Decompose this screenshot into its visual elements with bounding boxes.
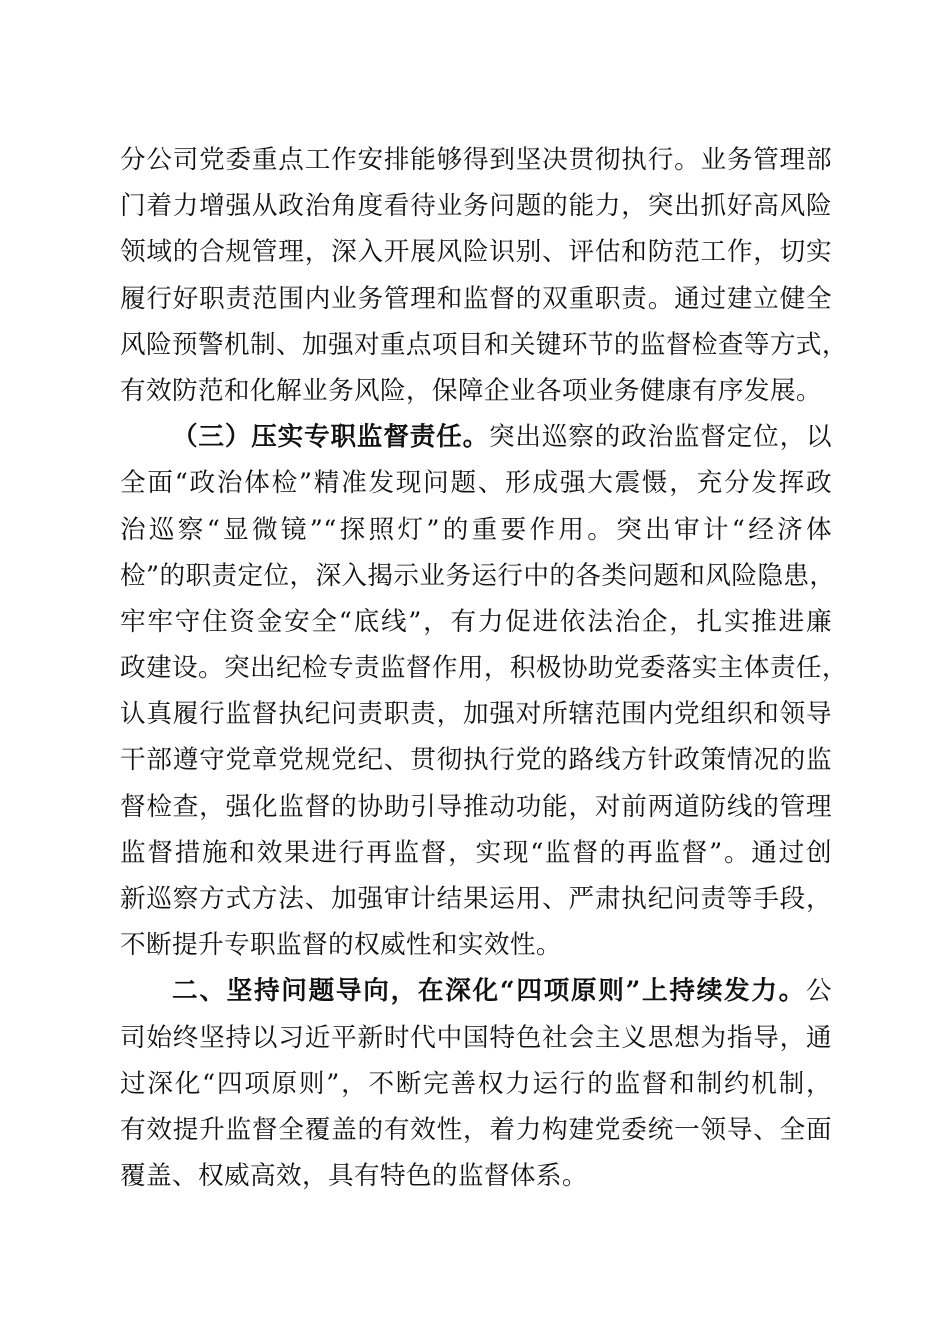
text-line-18 xyxy=(120,922,832,968)
line-text: 全面“政治体检”精准发现问题、形成强大震慑，充分发挥政 xyxy=(120,468,832,499)
text-line-16 xyxy=(120,830,832,876)
text-line-13 xyxy=(120,691,832,737)
line-text: 分公司党委重点工作安排能够得到坚决贯彻执行。业务管理部 xyxy=(120,145,832,175)
line-text: 履行好职责范围内业务管理和监督的双重职责。通过建立健全 xyxy=(120,283,832,314)
line-text: 干部遵守党章党规党纪、贯彻执行党的路线方针政策情况的监 xyxy=(120,745,832,776)
section-heading-3-line xyxy=(120,414,832,460)
line-text: 公 xyxy=(806,976,832,1007)
section-heading-2-line xyxy=(120,968,832,1014)
text-line-21 xyxy=(120,1061,832,1107)
section-heading-3: （三）压实专职监督责任。 xyxy=(172,422,489,453)
line-text: 政建设。突出纪检专责监督作用，积极协助党委落实主体责任， xyxy=(120,653,848,684)
text-line-6 xyxy=(120,368,832,414)
line-text: 认真履行监督执纪问责职责，加强对所辖范围内党组织和领导 xyxy=(120,699,832,730)
text-line-17 xyxy=(120,876,832,922)
text-line-20 xyxy=(120,1015,832,1061)
section-heading-2: 二、坚持问题导向，在深化“四项原则”上持续发力。 xyxy=(172,976,806,1007)
line-text: 过深化“四项原则”，不断完善权力运行的监督和制约机制， xyxy=(120,1068,832,1099)
line-text: 检”的职责定位，深入揭示业务运行中的各类问题和风险隐患， xyxy=(120,560,836,591)
line-text: 牢牢守住资金安全“底线”，有力促进依法治企，扎实推进廉 xyxy=(120,606,832,637)
line-text: 突出巡察的政治监督定位，以 xyxy=(489,422,832,453)
text-line-11 xyxy=(120,599,832,645)
line-text: 有效提升监督全覆盖的有效性，着力构建党委统一领导、全面 xyxy=(120,1114,832,1145)
line-text: 督检查，强化监督的协助引导推动功能，对前两道防线的管理 xyxy=(120,791,832,822)
text-line-12 xyxy=(120,645,848,691)
line-text: 司始终坚持以习近平新时代中国特色社会主义思想为指导，通 xyxy=(120,1022,832,1053)
text-line-10 xyxy=(120,553,836,599)
line-text: 门着力增强从政治角度看待业务问题的能力，突出抓好高风险 xyxy=(120,191,832,222)
line-text: 不断提升专职监督的权威性和实效性。 xyxy=(120,930,562,961)
line-text: 风险预警机制、加强对重点项目和关键环节的监督检查等方式， xyxy=(120,329,848,360)
line-text: 治巡察“显微镜”“探照灯”的重要作用。突出审计“经济体 xyxy=(120,514,832,545)
text-line-2 xyxy=(120,183,832,229)
line-text: 覆盖、权威高效，具有特色的监督体系。 xyxy=(120,1161,588,1192)
text-line-22 xyxy=(120,1107,832,1153)
text-line-3 xyxy=(120,229,832,275)
text-line-5 xyxy=(120,322,848,368)
line-text: 有效防范和化解业务风险，保障企业各项业务健康有序发展。 xyxy=(120,375,822,406)
line-text: 领域的合规管理，深入开展风险识别、评估和防范工作，切实 xyxy=(120,237,832,268)
text-line-14 xyxy=(120,737,832,783)
line-text: 新巡察方式方法、加强审计结果运用、严肃执纪问责等手段， xyxy=(120,884,832,914)
text-line-15 xyxy=(120,784,832,830)
text-line-8 xyxy=(120,460,832,506)
text-line-9 xyxy=(120,507,832,553)
document-body xyxy=(120,137,848,1199)
text-line-4 xyxy=(120,276,832,322)
line-text: 监督措施和效果进行再监督，实现“监督的再监督”。通过创 xyxy=(120,837,832,868)
text-line-23 xyxy=(120,1153,832,1199)
text-line-1 xyxy=(120,137,832,183)
